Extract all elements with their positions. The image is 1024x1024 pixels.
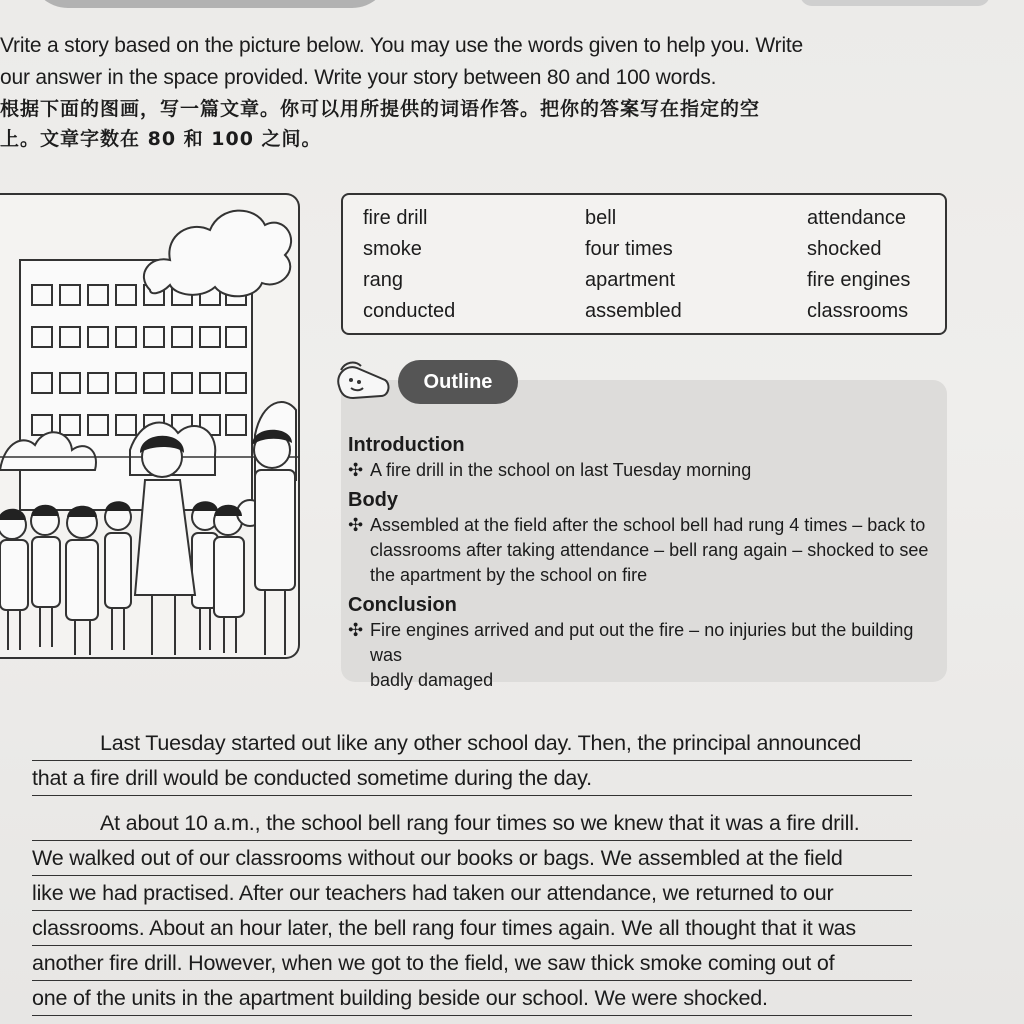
story-line: We walked out of our classrooms without our books or bags. We assembled at the field xyxy=(32,841,912,876)
instructions xyxy=(0,30,990,154)
word-item: classrooms xyxy=(807,300,909,322)
word-item: fire drill xyxy=(363,207,428,229)
word-column-2 xyxy=(585,203,682,327)
conclusion-item xyxy=(348,618,948,693)
body-item xyxy=(348,513,948,588)
word-item: smoke xyxy=(363,238,422,260)
word-item: four times xyxy=(585,238,673,260)
conclusion-heading: Conclusion xyxy=(348,594,457,616)
top-decoration-right xyxy=(800,0,990,6)
sample-story xyxy=(32,726,912,1016)
word-item: fire engines xyxy=(807,269,911,291)
instruction-zh-line-2: 上。文章字数在 80 和 100 之间。 xyxy=(0,128,322,150)
word-item: assembled xyxy=(585,300,682,322)
word-column-1 xyxy=(363,203,455,327)
pencil-mascot-icon xyxy=(333,356,393,408)
bullet-star-icon: ✣ xyxy=(348,620,364,640)
introduction-item xyxy=(348,458,948,483)
outline-content xyxy=(348,428,948,693)
body-text-line: the apartment by the school on fire xyxy=(370,565,648,585)
word-item: rang xyxy=(363,269,404,291)
story-line: another fire drill. However, when we got to the field, we saw thick smoke coming out of xyxy=(32,946,912,981)
body-text-line: Assembled at the field after the school bell had rung 4 times – back to xyxy=(370,515,926,535)
story-line: like we had practised. After our teachers had taken our attendance, we returned to our xyxy=(32,876,912,911)
introduction-heading: Introduction xyxy=(348,434,465,456)
story-line: At about 10 a.m., the school bell rang four times so we knew that it was a fire drill. xyxy=(32,806,912,841)
story-line: classrooms. About an hour later, the bell rang four times again. We all thought that it was xyxy=(32,911,912,946)
conclusion-text-line: Fire engines arrived and put out the fire – no injuries but the building was xyxy=(370,620,914,665)
instruction-en-line-2: our answer in the space provided. Write your story between 80 and 100 words. xyxy=(0,66,717,89)
fire-drill-illustration xyxy=(0,193,300,659)
body-text-line: classrooms after taking attendance – bell rang again – shocked to see xyxy=(370,540,929,560)
conclusion-text-line: badly damaged xyxy=(370,670,494,690)
story-line: one of the units in the apartment building beside our school. We were shocked. xyxy=(32,981,912,1016)
word-item: conducted xyxy=(363,300,456,322)
word-item: shocked xyxy=(807,238,882,260)
body-heading: Body xyxy=(348,489,398,511)
word-column-3 xyxy=(807,203,910,327)
bullet-star-icon: ✣ xyxy=(348,515,364,535)
story-line: Last Tuesday started out like any other school day. Then, the principal announced xyxy=(32,726,912,761)
instruction-en-line-1: Vrite a story based on the picture below. You may use the words given to help you. Write xyxy=(0,34,804,57)
outline-tag: Outline xyxy=(398,360,518,404)
bullet-star-icon: ✣ xyxy=(348,460,364,480)
word-item: bell xyxy=(585,207,617,229)
instruction-zh-line-1: 根据下面的图画，写一篇文章。你可以用所提供的词语作答。把你的答案写在指定的空 xyxy=(0,98,761,120)
word-item: apartment xyxy=(585,269,676,291)
story-line: that a fire drill would be conducted sometime during the day. xyxy=(32,761,912,796)
helping-words-box xyxy=(341,193,947,335)
top-decoration xyxy=(30,0,390,8)
school-fire-drawing xyxy=(0,195,298,657)
introduction-text: A fire drill in the school on last Tuesday morning xyxy=(370,460,752,480)
word-item: attendance xyxy=(807,207,906,229)
